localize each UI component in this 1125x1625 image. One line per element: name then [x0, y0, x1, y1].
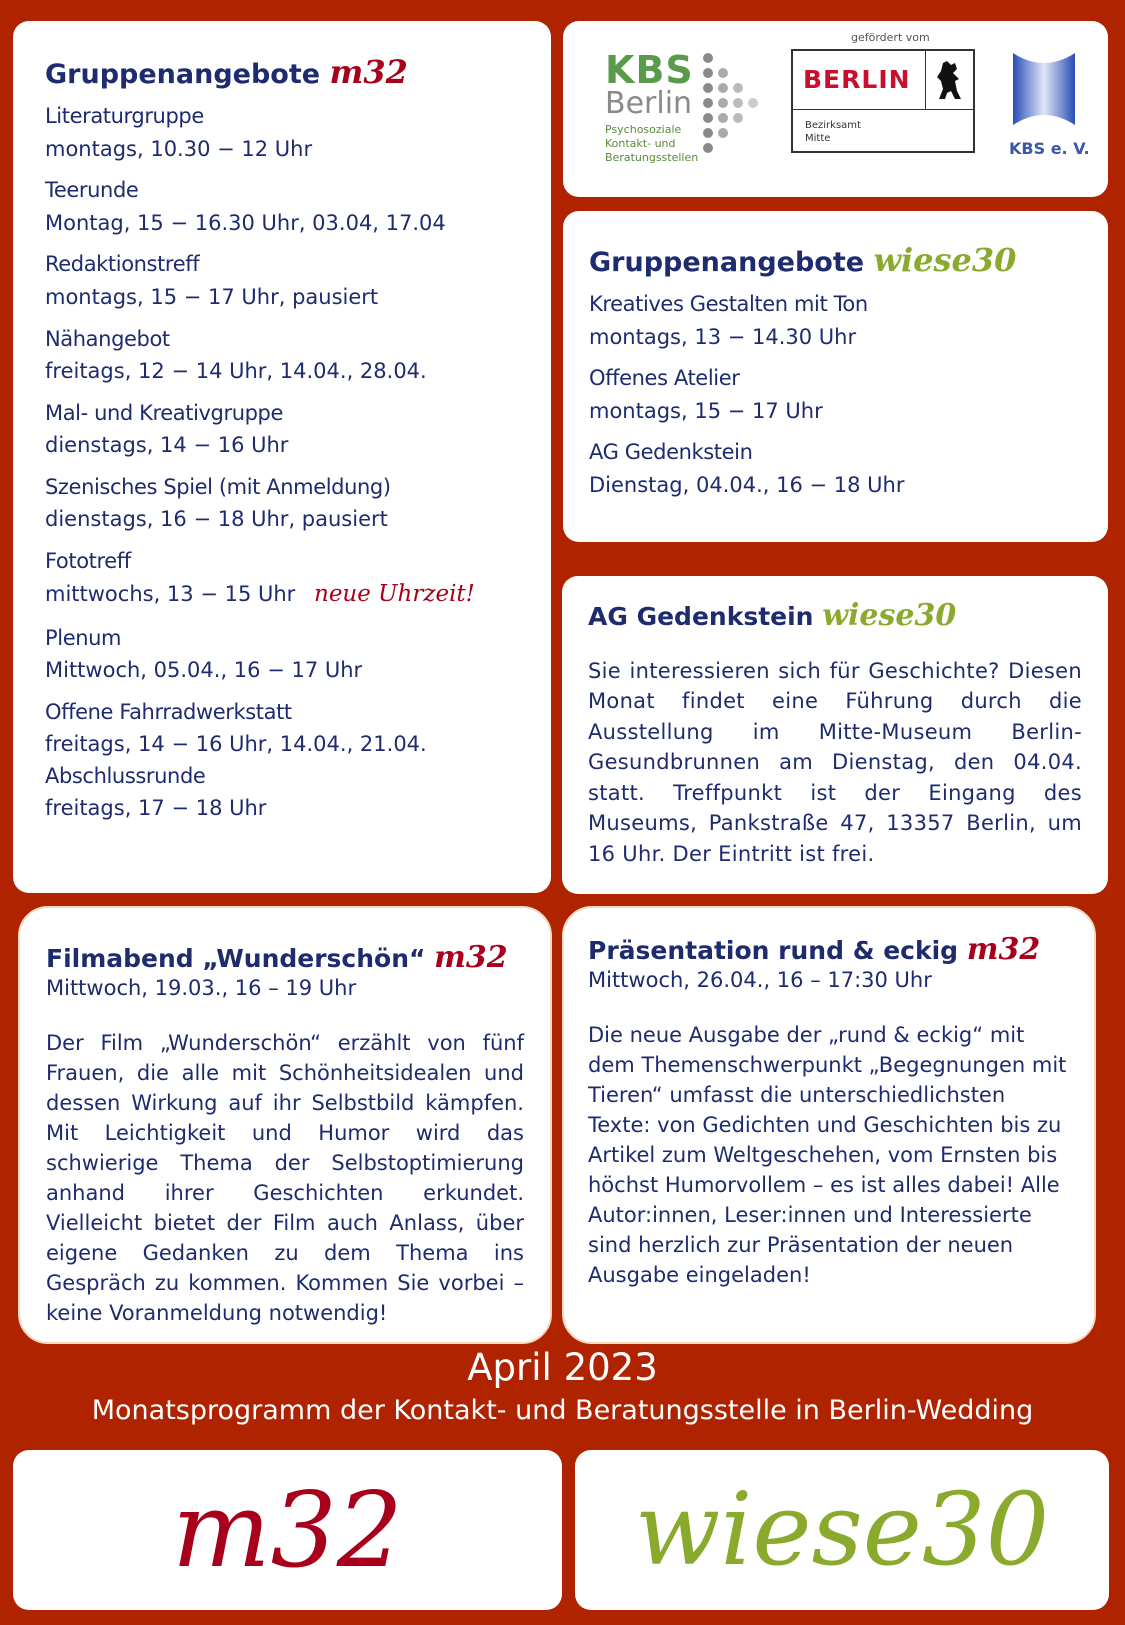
wiese-brand-card: [575, 1450, 1109, 1610]
group-name: Abschlussrunde: [45, 763, 206, 788]
month-title: April 2023: [467, 1346, 658, 1389]
group-name: AG Gedenkstein: [589, 440, 753, 465]
wiese-groups-title: Gruppenangebote: [589, 247, 865, 278]
list-item: [45, 101, 519, 165]
m32-brand: m32: [434, 940, 508, 975]
group-time: mittwochs, 13 − 15 Uhr: [45, 582, 296, 607]
film-date: Mittwoch, 19.03., 16 – 19 Uhr: [46, 976, 357, 1000]
m32-groups-title: Gruppenangebote: [45, 59, 321, 90]
film-title: Filmabend „Wunderschön“: [46, 944, 426, 973]
group-name: Plenum: [45, 625, 122, 650]
group-name: Nähangebot: [45, 326, 170, 351]
kbs-ev-text: KBS e. V.: [1009, 139, 1090, 158]
m32-groups-card: [13, 21, 551, 893]
bezirksamt-line: Bezirksamt: [805, 120, 861, 131]
list-item: [45, 761, 519, 825]
list-item: [45, 175, 519, 239]
list-item: [589, 289, 1082, 353]
ag-description: Sie interessieren sich für Geschichte? Diesen Monat findet eine Führung durch die Ausstellung im Mitte-Museum Berlin-Gesundbrunnen am Dienstag, den 04.04. statt. Treffpunkt ist der Eingang des Museums, Pankstraße 47, 13357 Berlin, um 16 Uhr. Der Eintritt ist frei.: [588, 659, 1082, 866]
film-card: [18, 906, 552, 1344]
group-name: Offenes Atelier: [589, 366, 740, 391]
group-time: montags, 15 − 17 Uhr, pausiert: [45, 284, 379, 309]
kbs-ev-emblem-icon: [1009, 49, 1079, 129]
film-heading: [46, 940, 524, 976]
program-subtitle: Monatsprogramm der Kontakt- und Beratungsstelle in Berlin-Wedding: [91, 1395, 1034, 1426]
kbs-ev-logo: [1009, 49, 1090, 158]
bezirksamt-line: Mitte: [805, 133, 831, 144]
group-name: Szenisches Spiel: [45, 474, 213, 499]
logos-card: [563, 21, 1108, 197]
group-name: Mal- und Kreativgruppe: [45, 400, 283, 425]
berlin-bear-icon: [933, 59, 967, 103]
film-description: Der Film „Wunderschön“ erzählt von fünf Frauen, die alle mit Schönheitsidealen und dessen Wirkung auf ihr Selbstbild kämpfen. Mit Leichtigkeit und Humor wird das schwierige Thema der Selbstoptimierung anhand ihrer Geschichten erkundet. Vielleicht bietet der Film auch Anlass, über eigene Gedanken zu dem Thema ins Gespräch zu kommen. Kommen Sie vorbei – keine Voranmeldung notwendig!: [46, 1031, 524, 1326]
list-item: [45, 623, 519, 687]
kbs-logo-title: KBS: [605, 48, 694, 92]
kbs-berlin-logo: [605, 48, 775, 171]
list-item: [45, 697, 519, 761]
wiese-groups-list: [589, 289, 1082, 501]
ag-heading: [588, 598, 1082, 634]
funded-by-label: gefördert vom: [851, 31, 930, 44]
ag-title: AG Gedenkstein: [588, 602, 814, 631]
group-time: freitags, 17 − 18 Uhr: [45, 796, 267, 821]
bezirksamt-text: [805, 119, 861, 145]
praesentation-heading: [588, 932, 1070, 968]
ag-gedenkstein-card: [562, 576, 1108, 894]
group-time: montags, 10.30 − 12 Uhr: [45, 136, 313, 161]
kbs-sub-line: Beratungsstellen: [605, 150, 699, 164]
list-item: [45, 324, 519, 388]
list-item: [589, 363, 1082, 427]
berlin-bezirksamt-logo: [791, 49, 975, 153]
m32-big-logo: m32: [172, 1469, 403, 1591]
group-note: (mit Anmeldung): [218, 474, 391, 499]
group-time-line: [45, 577, 519, 613]
berlin-word: BERLIN: [803, 65, 911, 94]
m32-brand: m32: [966, 932, 1041, 967]
list-item: [45, 472, 519, 536]
wiese-brand: wiese30: [873, 241, 1017, 279]
m32-brand: m32: [329, 53, 408, 91]
group-name: Offene Fahrradwerkstatt: [45, 699, 292, 724]
wiese-brand: wiese30: [822, 598, 957, 633]
praesentation-description: Die neue Ausgabe der „rund & eckig“ mit dem Themenschwerpunkt „Begegnungen mit Tieren“ umfasst die unterschiedlichsten Texte: von Gedichten und Geschichten bis zu Artikel zum Weltgeschehen, vom Ernsten bis höchst Humorvollem – es ist alles dabei! Alle Autor:innen, Leser:innen und Interessierte sind herzlich zur Präsentation der neuen Ausgabe eingeladen!: [588, 1023, 1067, 1288]
group-time: freitags, 14 − 16 Uhr, 14.04., 21.04.: [45, 732, 427, 757]
praesentation-card: [562, 906, 1096, 1344]
group-time: dienstags, 16 − 18 Uhr, pausiert: [45, 507, 388, 532]
wiese-big-logo: wiese30: [634, 1471, 1050, 1588]
group-time: Montag, 15 − 16.30 Uhr, 03.04, 17.04: [45, 210, 446, 235]
group-name: Kreatives Gestalten mit Ton: [589, 292, 868, 317]
praesentation-title: Präsentation rund & eckig: [588, 936, 959, 965]
group-name: Literaturgruppe: [45, 104, 204, 129]
kbs-sub-line: Psychosoziale: [605, 123, 682, 136]
wiese-groups-card: [563, 211, 1108, 542]
group-time: montags, 15 − 17 Uhr: [589, 398, 823, 423]
m32-groups-heading: [45, 53, 519, 91]
kbs-logo-subtitle: [605, 123, 775, 164]
list-item: [589, 437, 1082, 501]
kbs-logo-city: Berlin: [605, 86, 693, 121]
list-item: [45, 249, 519, 313]
group-name-line: [45, 472, 519, 504]
group-time: montags, 13 − 14.30 Uhr: [589, 324, 857, 349]
group-time: Dienstag, 04.04., 16 − 18 Uhr: [589, 472, 905, 497]
list-item: [45, 398, 519, 462]
m32-groups-list: [45, 101, 519, 825]
group-time: Mittwoch, 05.04., 16 − 17 Uhr: [45, 658, 363, 683]
group-name: Teerunde: [45, 178, 139, 203]
group-name: Fototreff: [45, 548, 131, 573]
group-time: dienstags, 14 − 16 Uhr: [45, 433, 289, 458]
praesentation-date: Mittwoch, 26.04., 16 – 17:30 Uhr: [588, 968, 932, 992]
group-name: Redaktionstreff: [45, 252, 200, 277]
kbs-sub-line: Kontakt- und: [605, 136, 676, 150]
wiese-groups-heading: [589, 241, 1082, 279]
group-time: freitags, 12 − 14 Uhr, 14.04., 28.04.: [45, 359, 427, 384]
new-time-highlight: neue Uhrzeit!: [314, 581, 475, 608]
list-item: [45, 546, 519, 613]
m32-brand-card: [13, 1450, 562, 1610]
